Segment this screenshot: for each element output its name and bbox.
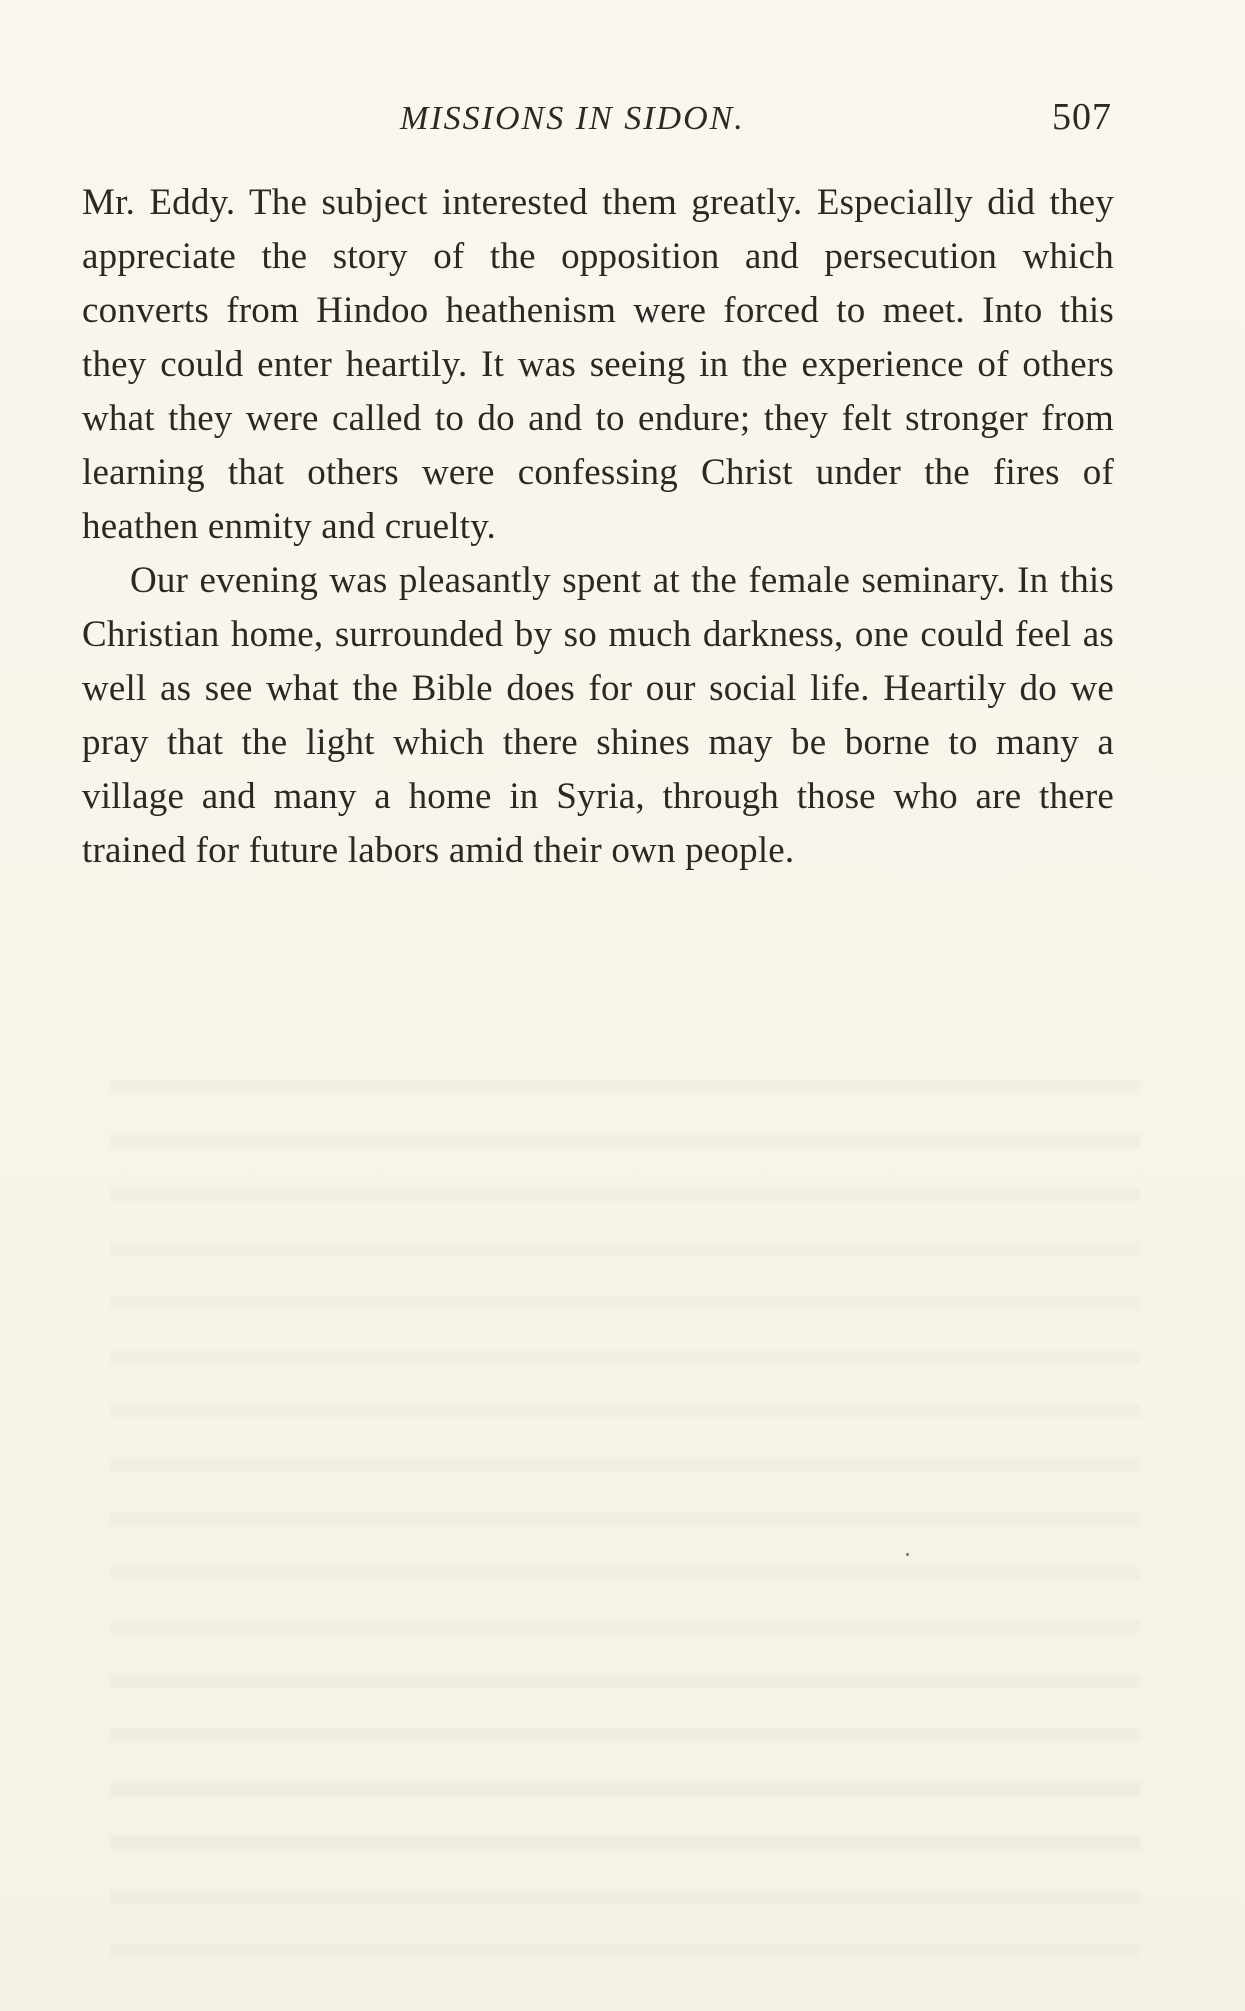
paper-blemish bbox=[906, 1553, 909, 1556]
page-header bbox=[82, 95, 1112, 155]
show-through-text bbox=[110, 1060, 1140, 1960]
body-text bbox=[82, 176, 1114, 878]
running-title: MISSIONS IN SIDON. bbox=[400, 100, 745, 137]
paragraph-1: Mr. Eddy. The subject interested them greatly. Especially did they appreciate the story of the opposition and persecution which converts from Hindoo heathenism were forced to meet. Into this they could enter heartily. It was seeing in the experience of others what they were called to do and to endure; they felt stronger from learning that others were confessing Christ under the fires of heathen enmity and cruelty. bbox=[82, 182, 1114, 547]
page-number: 507 bbox=[1052, 96, 1112, 138]
paragraph-2: Our evening was pleasantly spent at the female seminary. In this Christian home, surrounded by so much darkness, one could feel as well as see what the Bible does for our social life. Heartily do we pray that the light which there shines may be borne to many a village and many a home in Syria, through those who are there trained for future labors amid their own people. bbox=[82, 560, 1114, 871]
